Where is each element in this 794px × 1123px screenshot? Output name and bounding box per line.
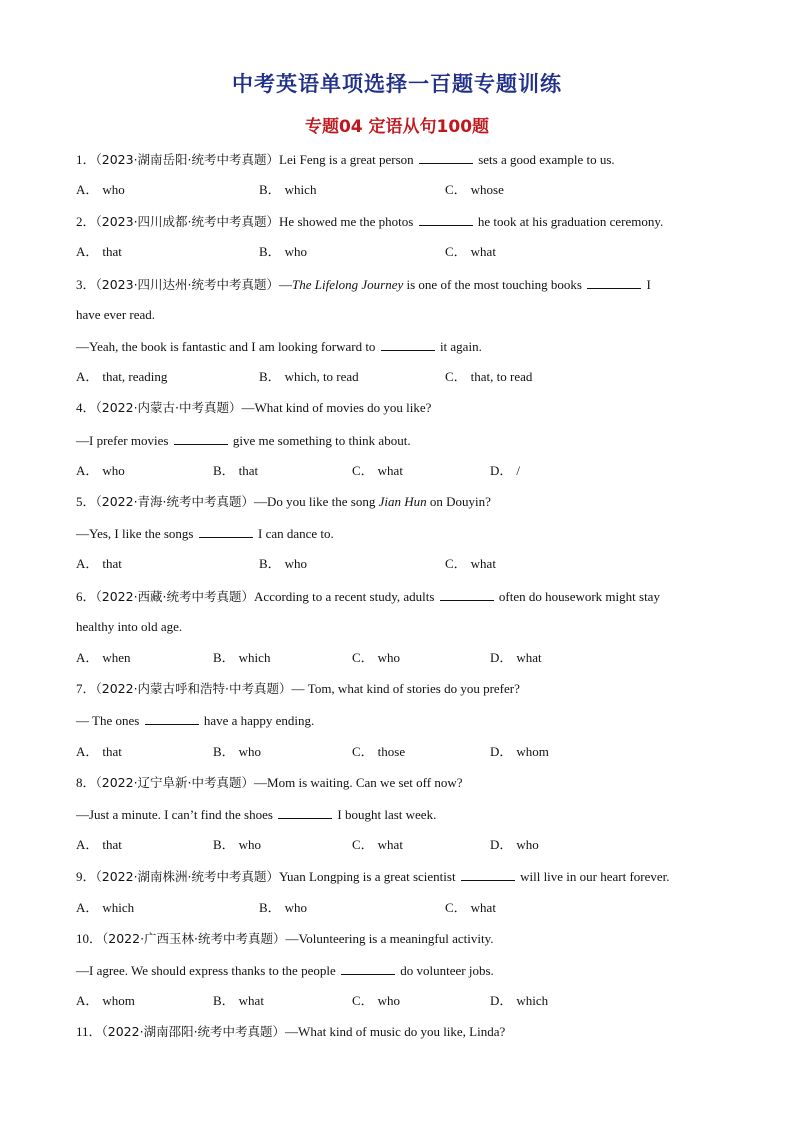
option-a: A． who bbox=[76, 182, 125, 197]
option-a: A． that bbox=[76, 244, 122, 259]
question-source: （2023·湖南岳阳·统考中考真题） bbox=[95, 152, 280, 167]
question-source: （2022·内蒙古呼和浩特·中考真题） bbox=[95, 681, 292, 696]
answer-blank bbox=[440, 586, 494, 601]
option-c: C． what bbox=[445, 556, 496, 571]
question-6-options bbox=[76, 648, 754, 668]
question-4-stem: 4．（2022·内蒙古·中考真题）—What kind of movies do you like? bbox=[76, 400, 432, 415]
option-c: C． who bbox=[352, 993, 401, 1008]
option-c: C． what bbox=[352, 463, 403, 478]
option-d: D． what bbox=[490, 650, 542, 665]
question-number: 1． bbox=[76, 152, 96, 167]
question-5-stem: 5．（2022·青海·统考中考真题）—Do you like the song Jian Hun on Douyin? bbox=[76, 494, 491, 509]
page-subtitle: 专题04 定语从句100题 bbox=[304, 117, 490, 137]
question-4-options bbox=[76, 461, 754, 481]
option-d: D． which bbox=[490, 993, 549, 1008]
question-1-options bbox=[76, 180, 754, 200]
question-source: （2022·西藏·统考中考真题） bbox=[95, 589, 255, 604]
option-b: B． who bbox=[213, 744, 262, 759]
option-c: C． what bbox=[445, 900, 496, 915]
option-d: D． whom bbox=[490, 744, 549, 759]
option-a: A． that bbox=[76, 556, 122, 571]
question-number: 10． bbox=[76, 931, 103, 946]
answer-blank bbox=[381, 336, 435, 351]
answer-blank bbox=[587, 274, 641, 289]
question-8-stem: 8．（2022·辽宁阜新·中考真题）—Mom is waiting. Can we set off now? bbox=[76, 775, 463, 790]
question-10-reply: —I agree. We should express thanks to the people do volunteer jobs. bbox=[76, 960, 734, 980]
question-8-reply: —Just a minute. I can’t find the shoes I bought last week. bbox=[76, 804, 734, 824]
question-9-stem: 9．（2022·湖南株洲·统考中考真题）Yuan Longping is a great scientist will live in our heart forever. bbox=[76, 866, 734, 886]
question-6-stem-cont: healthy into old age. bbox=[76, 619, 183, 634]
option-b: B． who bbox=[259, 900, 308, 915]
option-a: A． who bbox=[76, 463, 125, 478]
answer-blank bbox=[419, 149, 473, 164]
question-number: 11． bbox=[76, 1024, 102, 1039]
question-7-reply: — The ones have a happy ending. bbox=[76, 710, 734, 730]
question-source: （2022·内蒙古·中考真题） bbox=[95, 400, 242, 415]
option-b: B． which bbox=[213, 650, 271, 665]
answer-blank bbox=[341, 960, 395, 975]
answer-blank bbox=[145, 710, 199, 725]
question-3-stem: 3．（2023·四川达州·统考中考真题）—The Lifelong Journey is one of the most touching books I bbox=[76, 274, 734, 294]
question-number: 5． bbox=[76, 494, 96, 509]
option-a: A． whom bbox=[76, 993, 135, 1008]
page-title: 中考英语单项选择一百题专题训练 bbox=[232, 72, 562, 96]
option-a: A． which bbox=[76, 900, 135, 915]
option-a: A． that bbox=[76, 837, 122, 852]
question-5-options bbox=[76, 554, 754, 574]
question-10-options bbox=[76, 991, 754, 1011]
question-number: 8． bbox=[76, 775, 96, 790]
option-d: D． / bbox=[490, 463, 521, 478]
question-number: 6． bbox=[76, 589, 96, 604]
question-source: （2022·湖南株洲·统考中考真题） bbox=[95, 869, 280, 884]
question-11-stem: 11．（2022·湖南邵阳·统考中考真题）—What kind of music do you like, Linda? bbox=[76, 1024, 506, 1039]
option-b: B． which bbox=[259, 182, 317, 197]
question-3-reply: —Yeah, the book is fantastic and I am looking forward to it again. bbox=[76, 336, 734, 356]
question-number: 3． bbox=[76, 277, 96, 292]
question-source: （2023·四川成都·统考中考真题） bbox=[95, 214, 280, 229]
question-8-options bbox=[76, 835, 754, 855]
question-number: 7． bbox=[76, 681, 96, 696]
answer-blank bbox=[419, 211, 473, 226]
option-c: C． what bbox=[445, 244, 496, 259]
option-c: C． that, to read bbox=[445, 369, 533, 384]
option-b: B． who bbox=[259, 556, 308, 571]
option-a: A． that bbox=[76, 744, 122, 759]
option-d: D． who bbox=[490, 837, 539, 852]
option-c: C． those bbox=[352, 744, 406, 759]
question-1-stem: 1．（2023·湖南岳阳·统考中考真题）Lei Feng is a great person sets a good example to us. bbox=[76, 149, 734, 169]
question-source: （2022·湖南邵阳·统考中考真题） bbox=[101, 1024, 286, 1039]
option-b: B． who bbox=[213, 837, 262, 852]
option-b: B． what bbox=[213, 993, 264, 1008]
question-10-stem: 10．（2022·广西玉林·统考中考真题）—Volunteering is a meaningful activity. bbox=[76, 931, 494, 946]
question-7-stem: 7．（2022·内蒙古呼和浩特·中考真题）— Tom, what kind of stories do you prefer? bbox=[76, 681, 520, 696]
question-2-stem: 2．（2023·四川成都·统考中考真题）He showed me the photos he took at his graduation ceremony. bbox=[76, 211, 734, 231]
answer-blank bbox=[174, 430, 228, 445]
option-c: C． what bbox=[352, 837, 403, 852]
option-a: A． that, reading bbox=[76, 369, 168, 384]
option-c: C． whose bbox=[445, 182, 504, 197]
question-source: （2022·广西玉林·统考中考真题） bbox=[102, 931, 286, 946]
question-source: （2023·四川达州·统考中考真题） bbox=[95, 277, 280, 292]
option-b: B． that bbox=[213, 463, 259, 478]
question-7-options bbox=[76, 742, 754, 762]
question-4-reply: —I prefer movies give me something to think about. bbox=[76, 430, 734, 450]
answer-blank bbox=[461, 866, 515, 881]
question-5-reply: —Yes, I like the songs I can dance to. bbox=[76, 523, 734, 543]
question-number: 4． bbox=[76, 400, 96, 415]
question-number: 2． bbox=[76, 214, 96, 229]
question-source: （2022·辽宁阜新·中考真题） bbox=[95, 775, 255, 790]
answer-blank bbox=[278, 804, 332, 819]
question-9-options bbox=[76, 898, 754, 918]
question-source: （2022·青海·统考中考真题） bbox=[95, 494, 255, 509]
option-c: C． who bbox=[352, 650, 401, 665]
question-2-options bbox=[76, 242, 754, 262]
question-3-stem-cont: have ever read. bbox=[76, 307, 156, 322]
option-a: A． when bbox=[76, 650, 131, 665]
question-3-options bbox=[76, 367, 754, 387]
option-b: B． which, to read bbox=[259, 369, 359, 384]
question-number: 9． bbox=[76, 869, 96, 884]
answer-blank bbox=[199, 523, 253, 538]
question-6-stem: 6．（2022·西藏·统考中考真题）According to a recent study, adults often do housework might stay bbox=[76, 586, 734, 606]
option-b: B． who bbox=[259, 244, 308, 259]
